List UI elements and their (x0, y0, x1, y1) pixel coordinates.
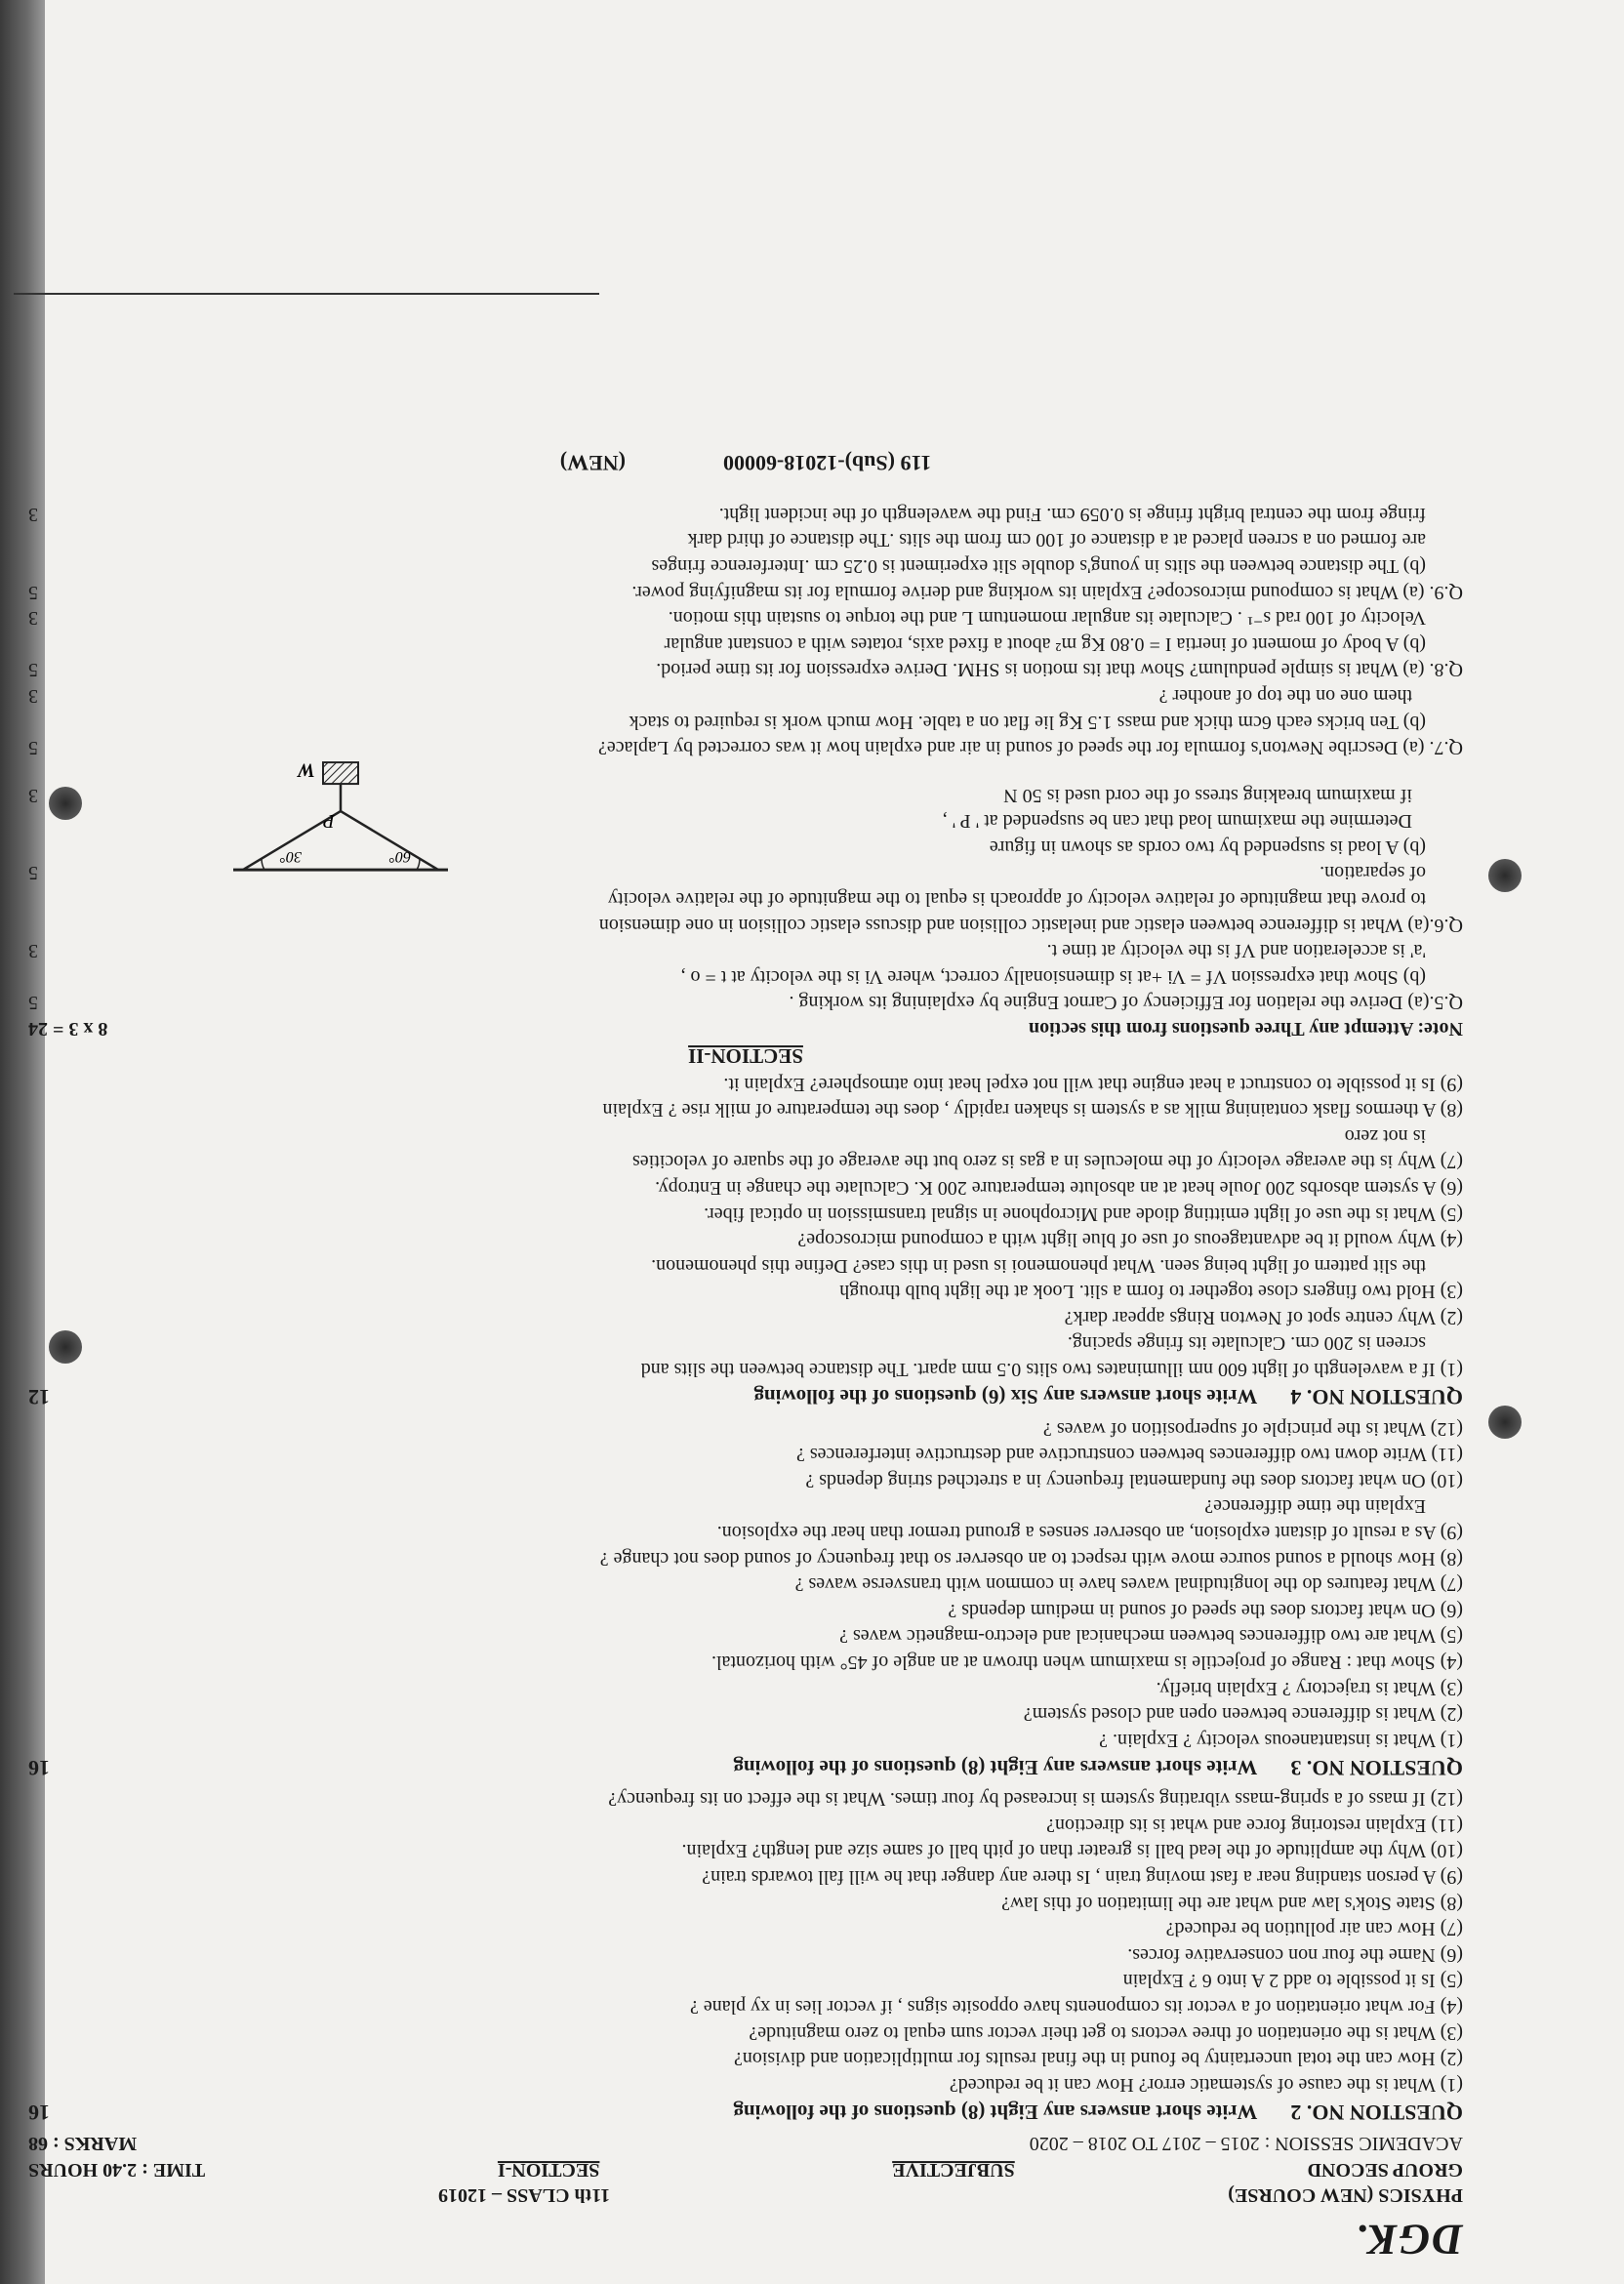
edition: (NEW) (559, 451, 626, 476)
long-question-row (28, 605, 1463, 632)
divider-line (14, 293, 599, 295)
long-question-row (28, 527, 1463, 553)
long-question-row (28, 631, 1463, 657)
long-question-text: Determine the maximum load that can be suspended at ' P ' , (942, 810, 1412, 833)
long-question-row (28, 579, 1463, 605)
q2-items (28, 1786, 1463, 2098)
long-question-row (28, 657, 1463, 683)
question-item: (1) What is instantaneous velocity ? Explain. ? (1099, 1729, 1463, 1751)
note-marks: 8 x 3 = 24 (28, 1018, 108, 1040)
section-2-questions (28, 501, 1463, 1015)
question-item: the slit pattern of light being seen. What phenomenoi is used in this case? Define this phenomenon. (651, 1254, 1426, 1277)
question-marks: 3 (28, 940, 38, 962)
question-item: (6) Name the four non conservative forces. (1127, 1943, 1463, 1966)
session: ACADEMIC SESSION : 2015 – 2017 TO 2018 – 2020 (1029, 2133, 1463, 2155)
q4-title (28, 1382, 1463, 1411)
group: GROUP SECOND (1307, 2158, 1463, 2181)
question-item: (3) What is the orientation of three vectors to get their vector sum equal to zero magnitude? (749, 2021, 1463, 2044)
marks: MARKS : 68 (28, 2133, 138, 2155)
question-item: (9) A person standing near a fast moving train , Is there any danger that he will fall towards train? (702, 1866, 1463, 1889)
q6b-block (28, 758, 1463, 865)
long-question-row (28, 735, 1463, 761)
right-angle-arc (262, 859, 264, 870)
paper-code: 119 (Sub)-12018-60000 (722, 451, 932, 476)
load-block (323, 762, 358, 784)
question-item: (5) What are two differences between mechanical and electro-magnetic waves ? (839, 1625, 1463, 1648)
question-item: (2) How can the total uncertainty be found in the final results for multiplication and division? (733, 2048, 1463, 2070)
question-item: (8) A thermos flask containing milk as a system is shaken rapidly , does the temperature of milk rise ? Explain (602, 1099, 1463, 1122)
long-question-row (28, 938, 1463, 964)
long-question-text: Q.7. (a) Describe Newton's formula for the speed of sound in air and explain how it was corrected by Laplace? (597, 737, 1463, 759)
header-row-2 (28, 2156, 1463, 2182)
question-item: (4) For what orientation of a vector its components have opposite signs , if vector lies in xy plane ? (689, 1996, 1463, 2019)
long-question-row (28, 963, 1463, 990)
question-item: (9) Is it possible to construct a heat engine that will not expel heat into atmosphere? Explain it. (723, 1073, 1463, 1095)
q3-items (28, 1415, 1463, 1753)
question-item: (10) Why the amplitude of the lead ball is greater than of pith ball of same size and length? Explain. (681, 1840, 1463, 1862)
long-question-row (28, 501, 1463, 527)
note-text: Note: Attempt any Three questions from this section (1029, 1018, 1463, 1040)
question-marks: 3 (28, 503, 38, 525)
long-question-text: Q.5.(a) Derive the relation for Efficiency of Carnot Engine by explaining its working . (789, 992, 1463, 1014)
logo: DGK. (1354, 2216, 1463, 2264)
question-item: (4) Show that : Range of projectile is maximum when thrown at an angle of 45° with horizontal. (710, 1652, 1463, 1674)
question-item: (7) Why is the average velocity of the molecules in a gas is zero but the average of the square of velocities (632, 1151, 1463, 1173)
question-item: (3) What is trajectory ? Explain briefly. (1156, 1677, 1463, 1699)
question-item: Explain the time difference? (1204, 1495, 1426, 1518)
long-question-text: of separation. (1320, 862, 1426, 884)
long-question-text: Q.6.(a) What is difference between elastic and inelastic collision and discuss elastic collision in one dimension (598, 914, 1463, 936)
long-question-text: Velocity of 100 rad s⁻¹ . Calculate its angular momentum L and the torque to sustain this motion. (668, 607, 1426, 630)
q3-instruction: Write short answers any Eight (8) questions of the following (733, 1755, 1258, 1779)
q4-items (28, 1071, 1463, 1382)
long-question-text: (b) Ten bricks each 6cm thick and mass 1.5 Kg lie flat on a table. How much work is required to stack (629, 711, 1426, 733)
question-item: (2) What is difference between open and closed system? (1023, 1703, 1463, 1726)
q4-instruction: Write short answers any Six (6) questions of the following (753, 1385, 1258, 1409)
long-question-text: 'a' is acceleration and Vf is the velocity at time t. (1046, 940, 1426, 962)
section-2-note (28, 1016, 1463, 1042)
question-marks: 3 (28, 784, 38, 806)
long-question-row (28, 552, 1463, 579)
question-item: (8) How should a sound source move with respect to an observer so that frequency of sound does not change ? (599, 1547, 1463, 1570)
long-question-text: to prove that magnitude of relative velocity of approach is equal to the magnitude of the relative velocity (607, 888, 1426, 911)
left-angle-arc (417, 859, 420, 870)
section-1-title: SECTION-I (497, 2158, 600, 2181)
question-item: (8) State Stok's law and what are the limitation of this law? (1001, 1892, 1463, 1914)
q3-marks: 16 (28, 1755, 50, 1780)
question-marks: 5 (28, 862, 38, 884)
question-item: (9) As a result of distant explosion, an observer senses a ground tremor than hear the explosion. (716, 1522, 1463, 1544)
question-item: (2) Why centre spot of Newton Rings appear dark? (1064, 1306, 1463, 1328)
time: TIME : 2.40 HOURS (28, 2158, 206, 2181)
q2-instruction: Write short answers any Eight (8) questions of the following (733, 2100, 1258, 2124)
long-question-text: (b) Show that expression Vf = Vi +at is dimensionally correct, where Vi is the velocity at t = o , (680, 965, 1426, 988)
question-item: (5) What is the use of light emitting diode and Microphone in signal transmission in optical fiber. (704, 1203, 1463, 1225)
long-question-text: are formed on a screen placed at a distance of 100 cm from the slits .The distance of third dark (687, 529, 1426, 551)
footer (28, 449, 1463, 477)
left-angle-label: 60° (388, 847, 411, 865)
long-question-row (28, 682, 1463, 709)
long-question-row (28, 990, 1463, 1016)
q2-marks: 16 (28, 2100, 50, 2125)
right-angle-label: 30° (279, 847, 302, 865)
question-item: (4) Why would it be advantageous of use of blue light with a compound microscope? (797, 1229, 1463, 1251)
long-question-text: them one on the top of another ? (1158, 685, 1412, 707)
question-item: (12) What is the principle of superposition of waves ? (1042, 1417, 1463, 1440)
q2-title (28, 2098, 1463, 2127)
question-item: (1) What is the cause of systematic error? How can it be reduced? (949, 2073, 1463, 2096)
long-question-row (28, 912, 1463, 938)
long-question-text: Q.8. (a) What is simple pendulum? Show that its motion is SHM. Derive expression for its time period. (656, 659, 1463, 681)
question-item: screen is 200 cm. Calculate its fringe spacing. (1067, 1332, 1426, 1355)
point-p-label: P (322, 809, 335, 832)
question-marks: 5 (28, 737, 38, 759)
question-item: (6) A system absorbs 200 Joule heat at an absolute temperature 200 K. Calculate the change in Entropy. (655, 1177, 1463, 1200)
long-question-row (28, 886, 1463, 913)
question-item: (3) Hold two fingers close together to form a slit. Look at the light bulb through (839, 1281, 1463, 1303)
question-marks: 5 (28, 992, 38, 1014)
subject: PHYSICS (NEW COURSE) (1228, 2184, 1463, 2207)
long-question-text: if maximum breaking stress of the cord used is 50 N (1003, 784, 1412, 806)
long-question-text: (b) A body of moment of inertia I = 0.80 Kg m² about a fixed axis, rotates with a constant angular (664, 632, 1426, 655)
header-row-1 (28, 2182, 1463, 2209)
question-marks: 5 (28, 581, 38, 603)
question-item: is not zero (1344, 1124, 1426, 1147)
long-question-text: fringe from the central bright fringe is 0.059 cm. Find the wavelength of the incident light. (718, 503, 1426, 525)
question-item: (10) On what factors does the fundamental frequency in a stretched string depends ? (805, 1469, 1463, 1491)
load-w-label: W (298, 758, 315, 781)
q3-label: QUESTION NO. 3 (1290, 1755, 1463, 1780)
paper-type: SUBJECTIVE (892, 2158, 1015, 2181)
question-item: (11) Write down two differences between constructive and destructive interferences ? (796, 1444, 1463, 1466)
question-item: (11) Explain restoring force and what is its direction? (1046, 1814, 1463, 1836)
paper-content (28, 449, 1463, 2267)
question-item: (5) Is it possible to add 2 A into 6 ? Explain (1122, 1970, 1463, 1992)
q4-label: QUESTION NO. 4 (1290, 1385, 1463, 1410)
section-2-title: SECTION-II (688, 1044, 803, 1069)
question-item: (7) What features do the longitudinal waves have in common with transverse waves ? (794, 1573, 1463, 1596)
long-question-text: Q.9. (a) What is compound microscope? Explain its working and derive formula for its magnifying power. (631, 581, 1463, 603)
q3-title (28, 1753, 1463, 1782)
long-question-text: (b) The distance between the slits in young's double slit experiment is 0.25 cm .Interference fringes (651, 555, 1426, 578)
question-item: (7) How can air pollution be reduced? (1165, 1918, 1463, 1940)
long-question-row (28, 709, 1463, 735)
question-marks: 3 (28, 607, 38, 630)
q4-marks: 12 (28, 1385, 50, 1410)
question-marks: 5 (28, 659, 38, 681)
load-suspension-figure (223, 758, 458, 874)
header-row-3 (28, 2131, 1463, 2157)
question-item: (6) On what factors does the speed of sound in medium depends ? (948, 1599, 1463, 1621)
question-marks: 3 (28, 685, 38, 707)
long-question-text: (b) A load is suspended by two cords as shown in figure (989, 836, 1426, 858)
class-code: 11th CLASS – 12019 (438, 2184, 611, 2207)
q2-label: QUESTION NO. 2 (1290, 2100, 1463, 2125)
question-item: (1) If a wavelength of light 600 nm illuminates two slits 0.5 mm apart. The distance between the slits and (640, 1359, 1463, 1381)
question-item: (12) If mass of a spring-mass vibrating system is increased by four times. What is the effect on its frequency? (608, 1788, 1463, 1811)
